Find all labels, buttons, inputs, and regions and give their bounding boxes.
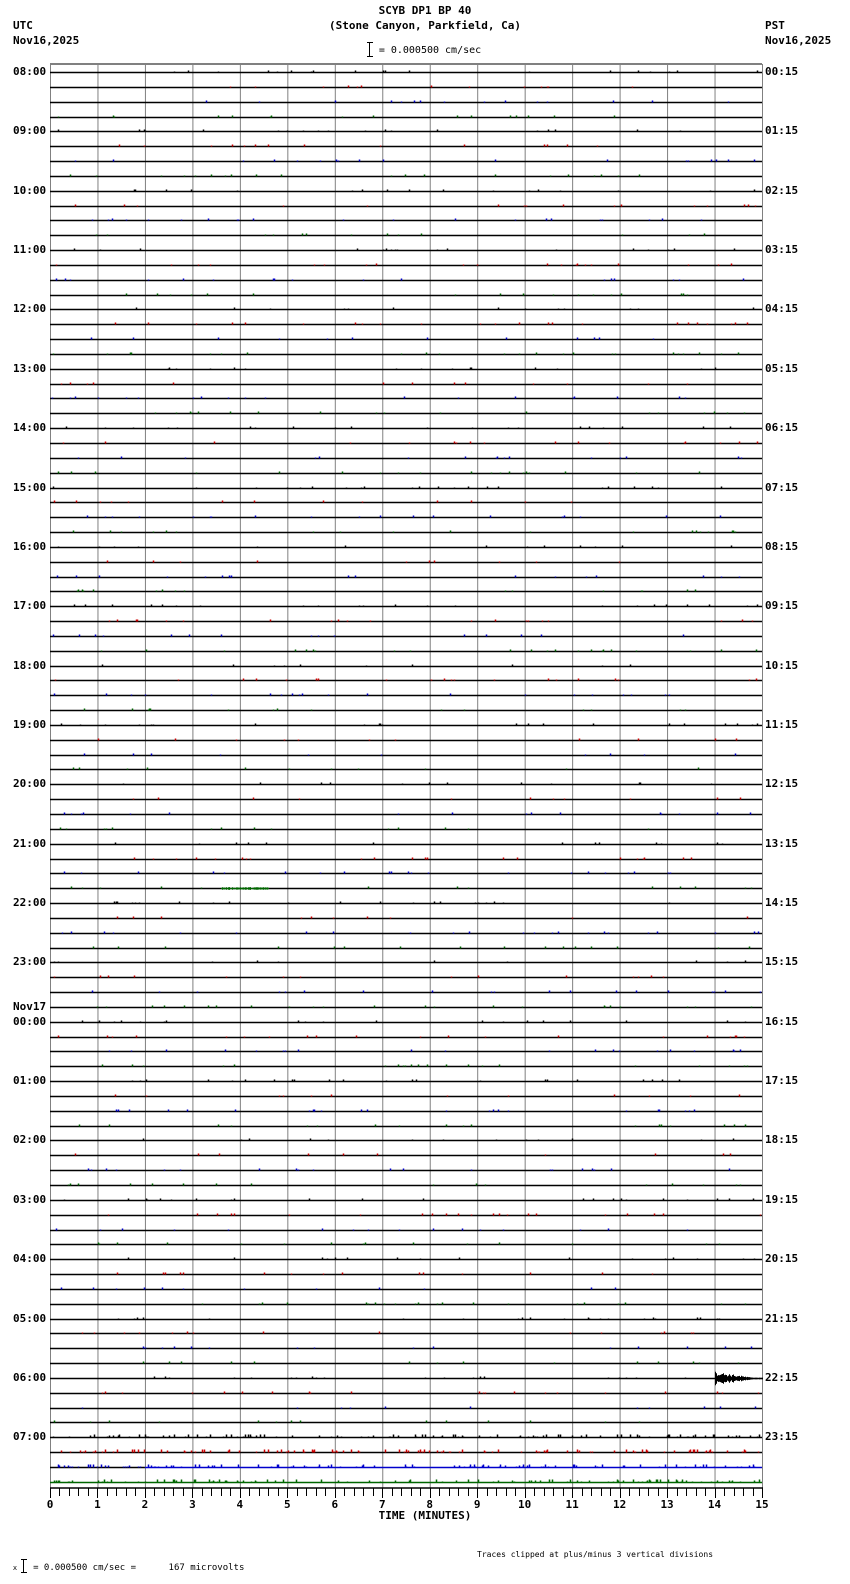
pst-hour-label: 16:15 <box>765 1015 799 1028</box>
pst-hour-label: 13:15 <box>765 837 799 850</box>
utc-hour-label: 19:00 <box>13 718 47 731</box>
footer-scale <box>2 1549 244 1573</box>
x-tick-label: 11 <box>565 1498 579 1511</box>
pst-hour-label: 20:15 <box>765 1252 799 1265</box>
utc-hour-label: 22:00 <box>13 896 47 909</box>
utc-hour-label: 08:00 <box>13 65 47 78</box>
utc-hour-label: 02:00 <box>13 1133 47 1146</box>
x-tick-label: 1 <box>94 1498 101 1511</box>
clip-note: Traces clipped at plus/minus 3 vertical divisions <box>477 1550 714 1559</box>
pst-hour-label: 10:15 <box>765 659 799 672</box>
utc-hour-label: 16:00 <box>13 540 47 553</box>
pst-hour-label: 06:15 <box>765 421 799 434</box>
x-tick-label: 3 <box>189 1498 196 1511</box>
utc-hour-label: 07:00 <box>13 1430 47 1443</box>
pst-hour-label: 09:15 <box>765 599 799 612</box>
x-tick-label: 8 <box>426 1498 434 1511</box>
utc-hour-label: 00:00 <box>13 1015 47 1028</box>
pst-hour-label: 19:15 <box>765 1193 799 1206</box>
left-timezone: UTC <box>13 19 33 32</box>
utc-hour-label: 04:00 <box>13 1252 47 1265</box>
utc-hour-label: 01:00 <box>13 1074 47 1087</box>
x-tick-label: 14 <box>707 1498 722 1511</box>
pst-hour-label: 15:15 <box>765 955 799 968</box>
utc-hour-label: 21:00 <box>13 837 47 850</box>
x-tick-label: 9 <box>473 1498 481 1511</box>
scale-legend-text: = 0.000500 cm/sec <box>378 45 482 56</box>
x-tick-label: 6 <box>331 1498 339 1511</box>
event-waveform <box>222 887 269 890</box>
x-tick-label: 4 <box>236 1498 244 1511</box>
pst-hour-label: 00:15 <box>765 65 799 78</box>
utc-hour-label: 14:00 <box>13 421 47 434</box>
utc-hour-label: 12:00 <box>13 302 47 315</box>
pst-hour-label: 03:15 <box>765 243 799 256</box>
utc-hour-label: 03:00 <box>13 1193 47 1206</box>
utc-hour-label: 06:00 <box>13 1371 47 1384</box>
x-axis-label: TIME (MINUTES) <box>378 1509 472 1522</box>
pst-hour-label: 04:15 <box>765 302 799 315</box>
x-tick-label: 15 <box>755 1498 769 1511</box>
x-tick-label: 12 <box>612 1498 627 1511</box>
x-tick-label: 5 <box>284 1498 291 1511</box>
right-date: Nov16,2025 <box>765 34 832 47</box>
footer-scale-text: = 0.000500 cm/sec = 167 microvolts <box>33 1563 245 1573</box>
pst-hour-label: 23:15 <box>765 1430 799 1443</box>
pst-hour-label: 18:15 <box>765 1133 799 1146</box>
utc-hour-label: 05:00 <box>13 1312 47 1325</box>
left-date: Nov16,2025 <box>13 34 80 47</box>
x-tick-label: 10 <box>518 1498 532 1511</box>
utc-hour-label: 11:00 <box>13 243 47 256</box>
footer-prefix: x <box>12 1564 18 1572</box>
x-tick-label: 0 <box>46 1498 54 1511</box>
pst-hour-label: 12:15 <box>765 777 799 790</box>
pst-hour-label: 02:15 <box>765 184 799 197</box>
utc-hour-label: Nov17 <box>13 1000 47 1013</box>
pst-hour-label: 05:15 <box>765 362 799 375</box>
station-subtitle: (Stone Canyon, Parkfield, Ca) <box>328 19 522 32</box>
utc-hour-label: 23:00 <box>13 955 47 968</box>
pst-hour-label: 21:15 <box>765 1312 799 1325</box>
pst-hour-label: 22:15 <box>765 1371 799 1384</box>
utc-hour-label: 17:00 <box>13 599 47 612</box>
event-waveform <box>716 1372 763 1385</box>
pst-hour-label: 17:15 <box>765 1074 799 1087</box>
pst-hour-label: 14:15 <box>765 896 799 909</box>
utc-hour-label: 13:00 <box>13 362 47 375</box>
right-timezone: PST <box>765 19 785 32</box>
x-tick-label: 13 <box>660 1498 674 1511</box>
chart-title: SCYB DP1 BP 40 <box>378 4 472 17</box>
utc-hour-label: 10:00 <box>13 184 47 197</box>
utc-hour-label: 09:00 <box>13 124 47 137</box>
pst-hour-label: 07:15 <box>765 481 799 494</box>
footer-scale-bar-icon <box>23 1559 29 1573</box>
pst-hour-label: 11:15 <box>765 718 799 731</box>
utc-hour-label: 20:00 <box>13 777 47 790</box>
x-tick-label: 7 <box>378 1498 386 1511</box>
pst-hour-label: 08:15 <box>765 540 799 553</box>
pst-hour-label: 01:15 <box>765 124 799 137</box>
x-tick-label: 2 <box>141 1498 149 1511</box>
utc-hour-label: 15:00 <box>13 481 47 494</box>
utc-hour-label: 18:00 <box>13 659 47 672</box>
